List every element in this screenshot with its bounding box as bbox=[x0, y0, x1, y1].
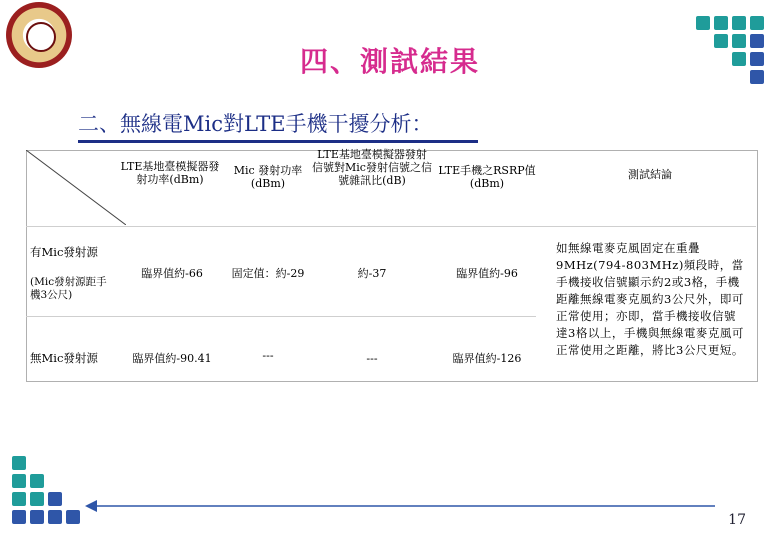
row1-mic-power: 固定值：約-29 bbox=[231, 267, 305, 280]
page-title: 四、測試結果 bbox=[299, 45, 480, 78]
row2-snr: --- bbox=[366, 352, 378, 365]
row2-lte-power: 臨界值約-90.41 bbox=[132, 352, 212, 365]
table-row-divider bbox=[26, 316, 536, 317]
header-lte-power: LTE基地臺模擬器發射功率(dBm) bbox=[120, 160, 220, 186]
header-mic-power: Mic 發射功率(dBm) bbox=[233, 164, 303, 190]
row-label-without-mic: 無Mic發射源 bbox=[30, 351, 98, 365]
header-rsrp: LTE手機之RSRP值(dBm) bbox=[438, 164, 536, 190]
conclusion-text: 如無線電麥克風固定在重疊9MHz(794-803MHz)頻段時，當手機接收信號顯示約2或3格，手機距離無線電麥克風約3公尺外，即可正常使用；亦即，當手機接收信號達3格以上，手機與無線電麥克風可正常使用之距離，將比3公尺更短。 bbox=[556, 241, 744, 357]
header-snr: LTE基地臺模擬器發射信號對Mic發射信號之信號雜訊比(dB) bbox=[312, 148, 432, 187]
page-number: 17 bbox=[728, 512, 746, 528]
table-header-divider bbox=[26, 226, 756, 227]
section-subtitle: 二、無線電Mic對LTE手機干擾分析： bbox=[78, 112, 433, 136]
bottom-arrow-line bbox=[85, 492, 715, 520]
row2-rsrp: 臨界值約-126 bbox=[452, 352, 522, 365]
decorative-squares-bottom bbox=[6, 450, 86, 540]
subtitle-underline bbox=[78, 140, 478, 143]
row-label-with-mic: 有Mic發射源 bbox=[30, 245, 98, 259]
header-diagonal-line bbox=[26, 150, 126, 225]
row1-snr: 約-37 bbox=[357, 267, 387, 280]
header-conclusion: 測試結論 bbox=[628, 168, 672, 181]
row2-mic-power: --- bbox=[262, 349, 274, 362]
row1-lte-power: 臨界值約-66 bbox=[141, 267, 203, 280]
row1-rsrp: 臨界值約-96 bbox=[456, 267, 518, 280]
row-sublabel-with-mic: (Mic發射源距手機3公尺) bbox=[30, 276, 107, 301]
